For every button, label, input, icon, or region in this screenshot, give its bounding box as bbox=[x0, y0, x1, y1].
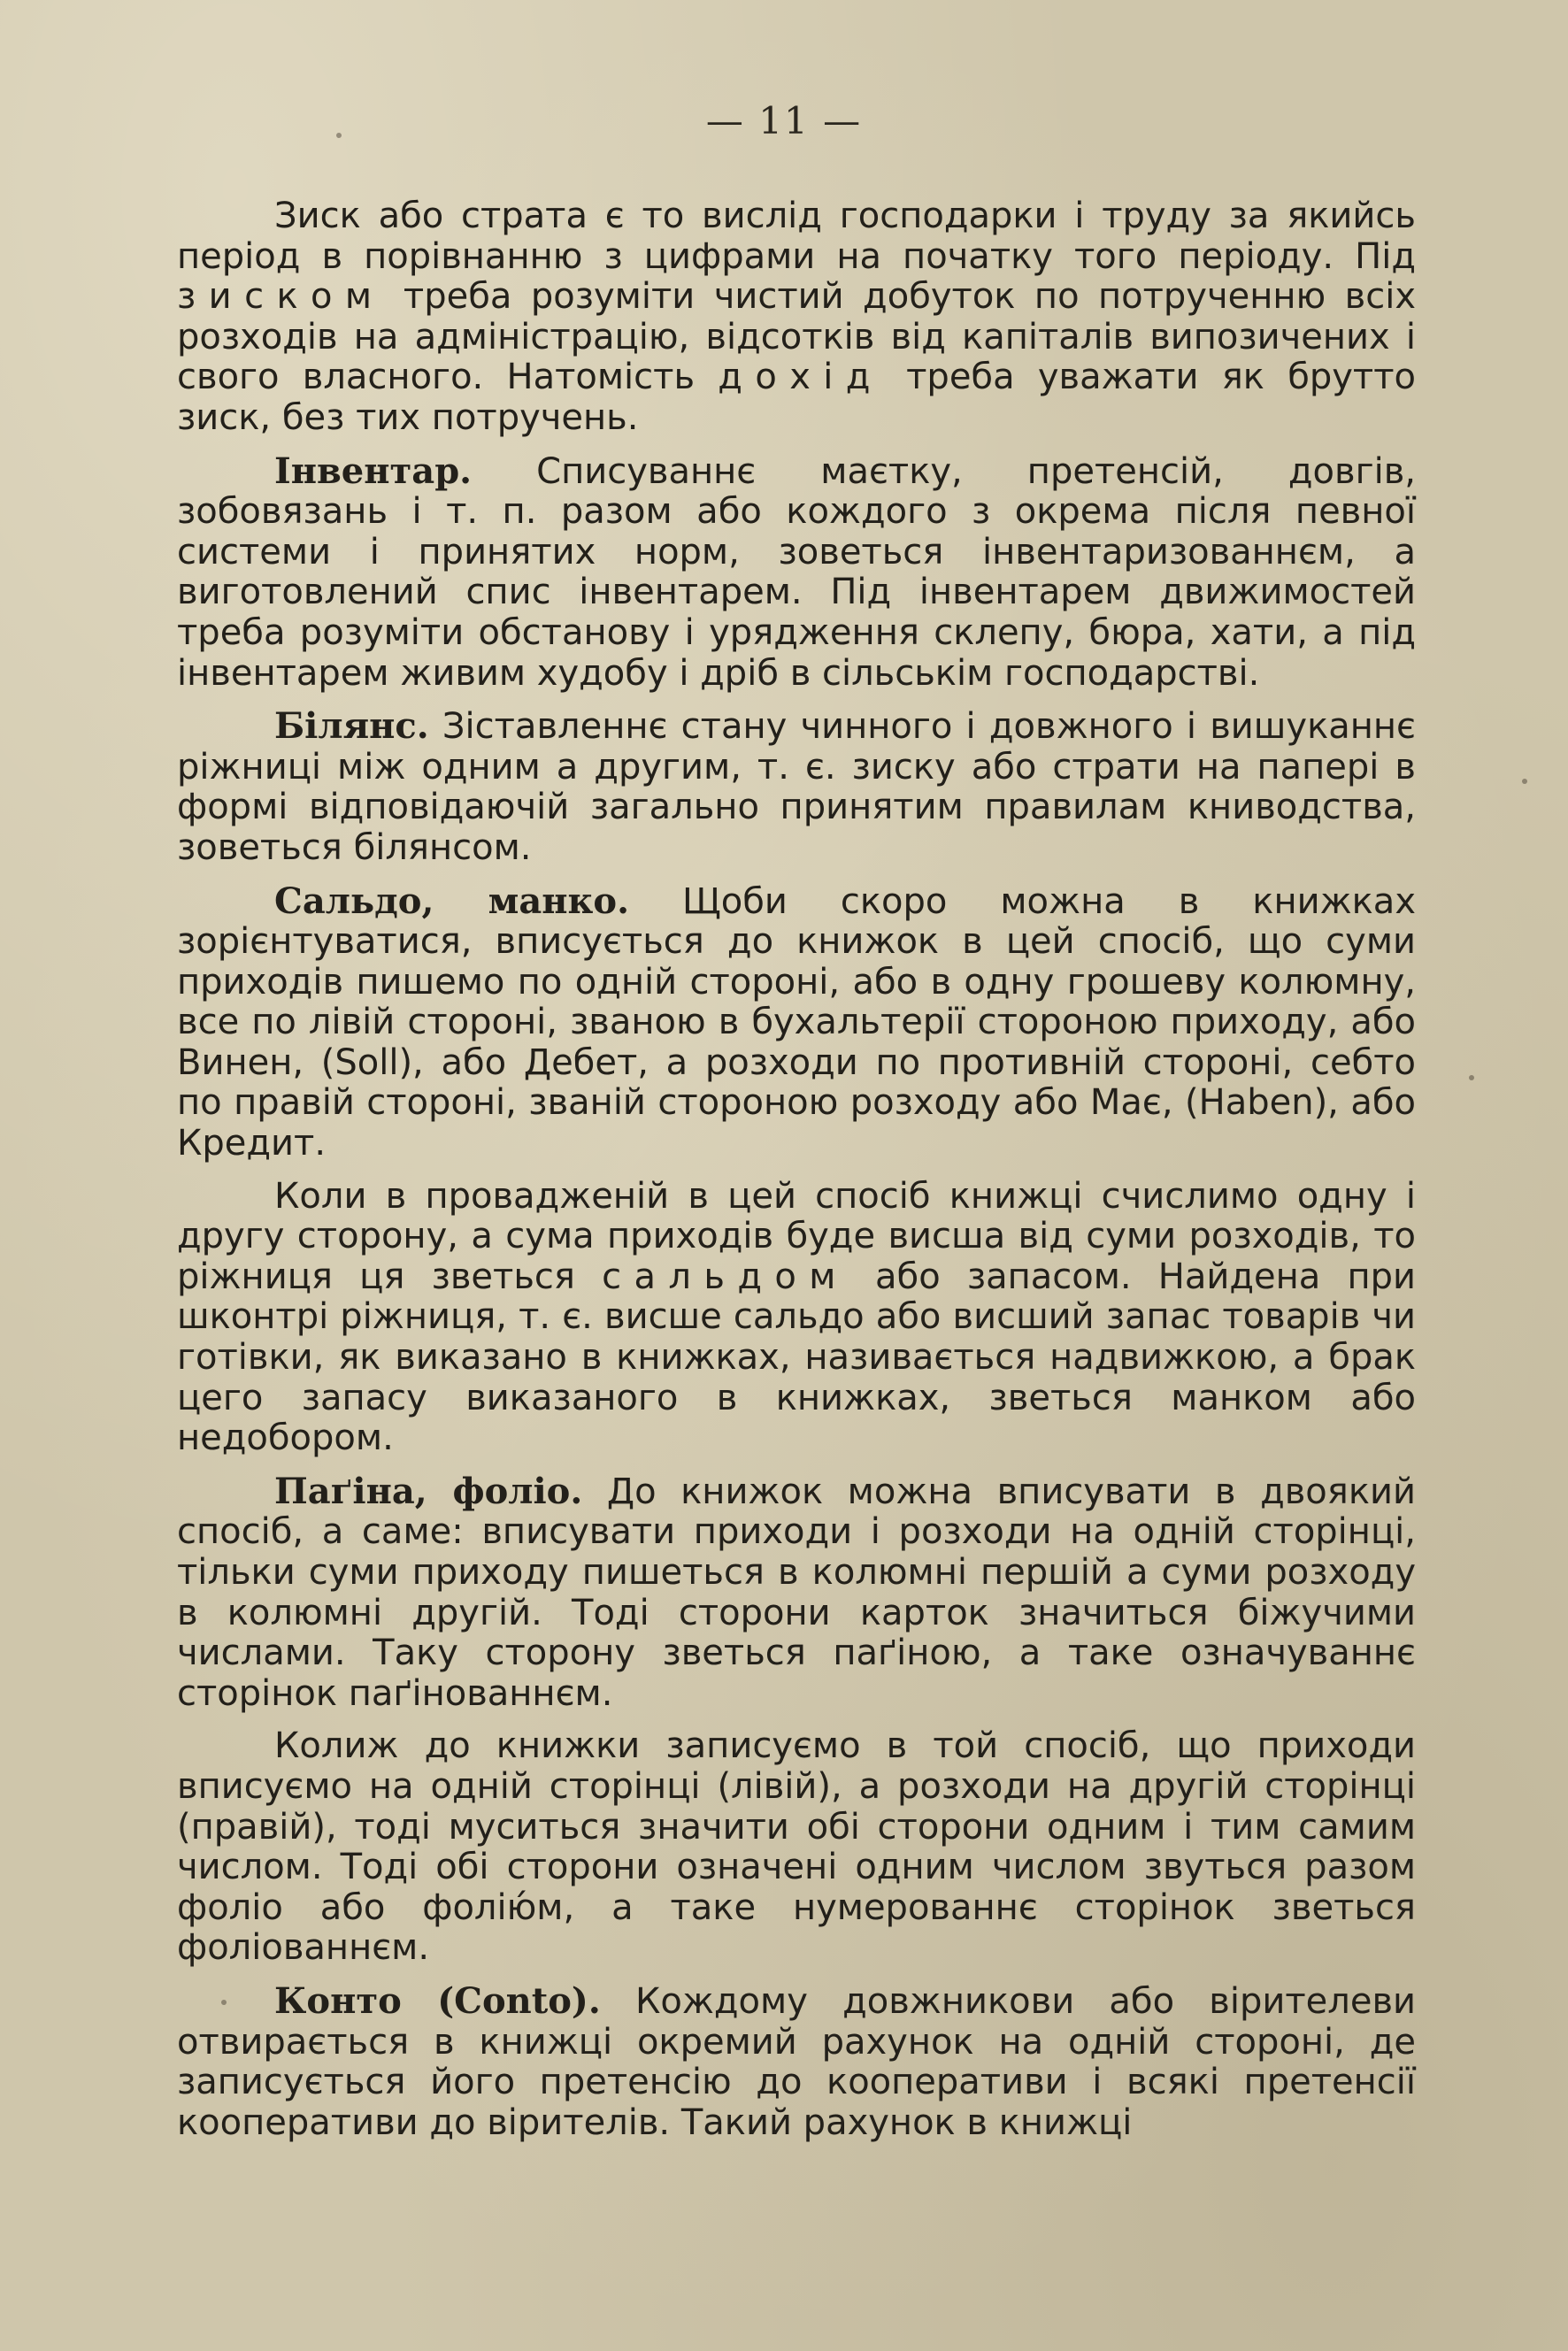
paragraph-text: До книжок можна вписувати в двоякий спосіб, а саме: вписувати приходи і розходи на одній сторінці, тільки суми приходу пишеться в колюмні першій а суми розходу в колюмні другій. Тоді сторони карток значиться біжучими числами. Таку сторону зветься паґіною, а таке означуваннє сторінок паґінованнєм. bbox=[177, 1471, 1416, 1714]
paragraph bbox=[177, 881, 1416, 1164]
paragraph bbox=[177, 706, 1416, 868]
paragraph bbox=[177, 1981, 1416, 2143]
paper-speck bbox=[1469, 1075, 1474, 1080]
paper-speck bbox=[221, 2000, 227, 2005]
emphasized-word: сальдом bbox=[602, 1256, 849, 1297]
paragraph bbox=[177, 196, 1416, 439]
paragraph-text: Кождому довжникови або вірителеви отвирається в книжці окремий рахунок на одній стороні, де записується його претенсію до кооперативи і всякі претенсії кооперативи до вірителів. Такий рахунок в книжці bbox=[177, 1980, 1417, 2143]
term-heading: Сальдо, манко. bbox=[274, 880, 630, 922]
term-heading: Конто (Conto). bbox=[274, 1979, 601, 2022]
paper-speck bbox=[336, 133, 342, 138]
body-text bbox=[177, 196, 1416, 2143]
emphasized-word: зиском bbox=[177, 276, 385, 318]
paragraph-text: треба уважати як брутто зиск, без тих потручень. bbox=[177, 357, 1417, 438]
paragraph-text: або запасом. Найдена при шконтрі ріжниця, т. є. висше сальдо або висший запас товарів чи готівки, як виказано в книжках, називається надвижкою, а брак цего запасу виказаного в книжках, зветься манком або недобором. bbox=[177, 1256, 1417, 1459]
page-number: — 11 — bbox=[705, 99, 863, 142]
paragraph-text: Зиск або страта є то вислід господарки і труду за якийсь період в порівнанню з цифрами на початку того періоду. Під bbox=[177, 196, 1416, 277]
emphasized-word: дохід bbox=[718, 357, 883, 398]
paragraph-text: Колиж до книжки записуємо в той спосіб, що приходи вписуємо на одній сторінці (лівій), а розходи на другій сторінці (правій), тоді муситься значити обі сторони одним і тим самим числом. Тоді обі сторони означені одним числом звуться разом фоліо або фолію́м, а таке нумерованнє сторінок зветься фоліованнєм. bbox=[177, 1725, 1416, 1969]
paragraph-text: треба розуміти чистий добуток по потрученню всіх розходів на адміністрацію, відсотків від капіталів випозичених і свого власного. Натомість bbox=[177, 276, 1416, 398]
paragraph bbox=[177, 1726, 1416, 1969]
paragraph-text: Списуваннє маєтку, претенсій, довгів, зобовязань і т. п. разом або кождого з окрема після певної системи і принятих норм, зоветься інвентаризованнєм, а виготовлений спис інвентарем. Під інвентарем движимостей треба розуміти обстанову і урядження склепу, бюра, хати, а під інвентарем живим худобу і дріб в сільськім господарстві. bbox=[177, 450, 1416, 694]
paragraph-text: Щоби скоро можна в книжках зорієнтуватися, вписується до книжок в цей спосіб, що суми приходів пишемо по одній стороні, або в одну грошеву колюмну, все по лівій стороні, званою в бухальтерії стороною приходу, або Винен, (Soll), або Дебет, а розходи по противній стороні, себто по правій стороні, званій стороною розходу або Має, (Haben), або Кредит. bbox=[177, 880, 1416, 1164]
term-heading: Паґіна, фоліо. bbox=[274, 1470, 583, 1512]
term-heading: Інвентар. bbox=[274, 449, 473, 492]
paragraph bbox=[177, 1177, 1416, 1459]
paragraph bbox=[177, 451, 1416, 695]
term-heading: Білянс. bbox=[274, 705, 429, 748]
paragraph-text: Коли в провадженій в цей спосіб книжці счислимо одну і другу сторону, а сума приходів буде висша від суми розходів, то ріжниця ця зветься bbox=[177, 1175, 1416, 1297]
paragraph bbox=[177, 1471, 1416, 1715]
paper-speck bbox=[1522, 779, 1527, 784]
paragraph-text: Зіставленнє стану чинного і довжного і вишуканнє ріжниці між одним а другим, т. є. зиску або страти на папері в формі відповідаючій загально принятим правилам книводства, зоветься білянсом. bbox=[177, 706, 1416, 868]
